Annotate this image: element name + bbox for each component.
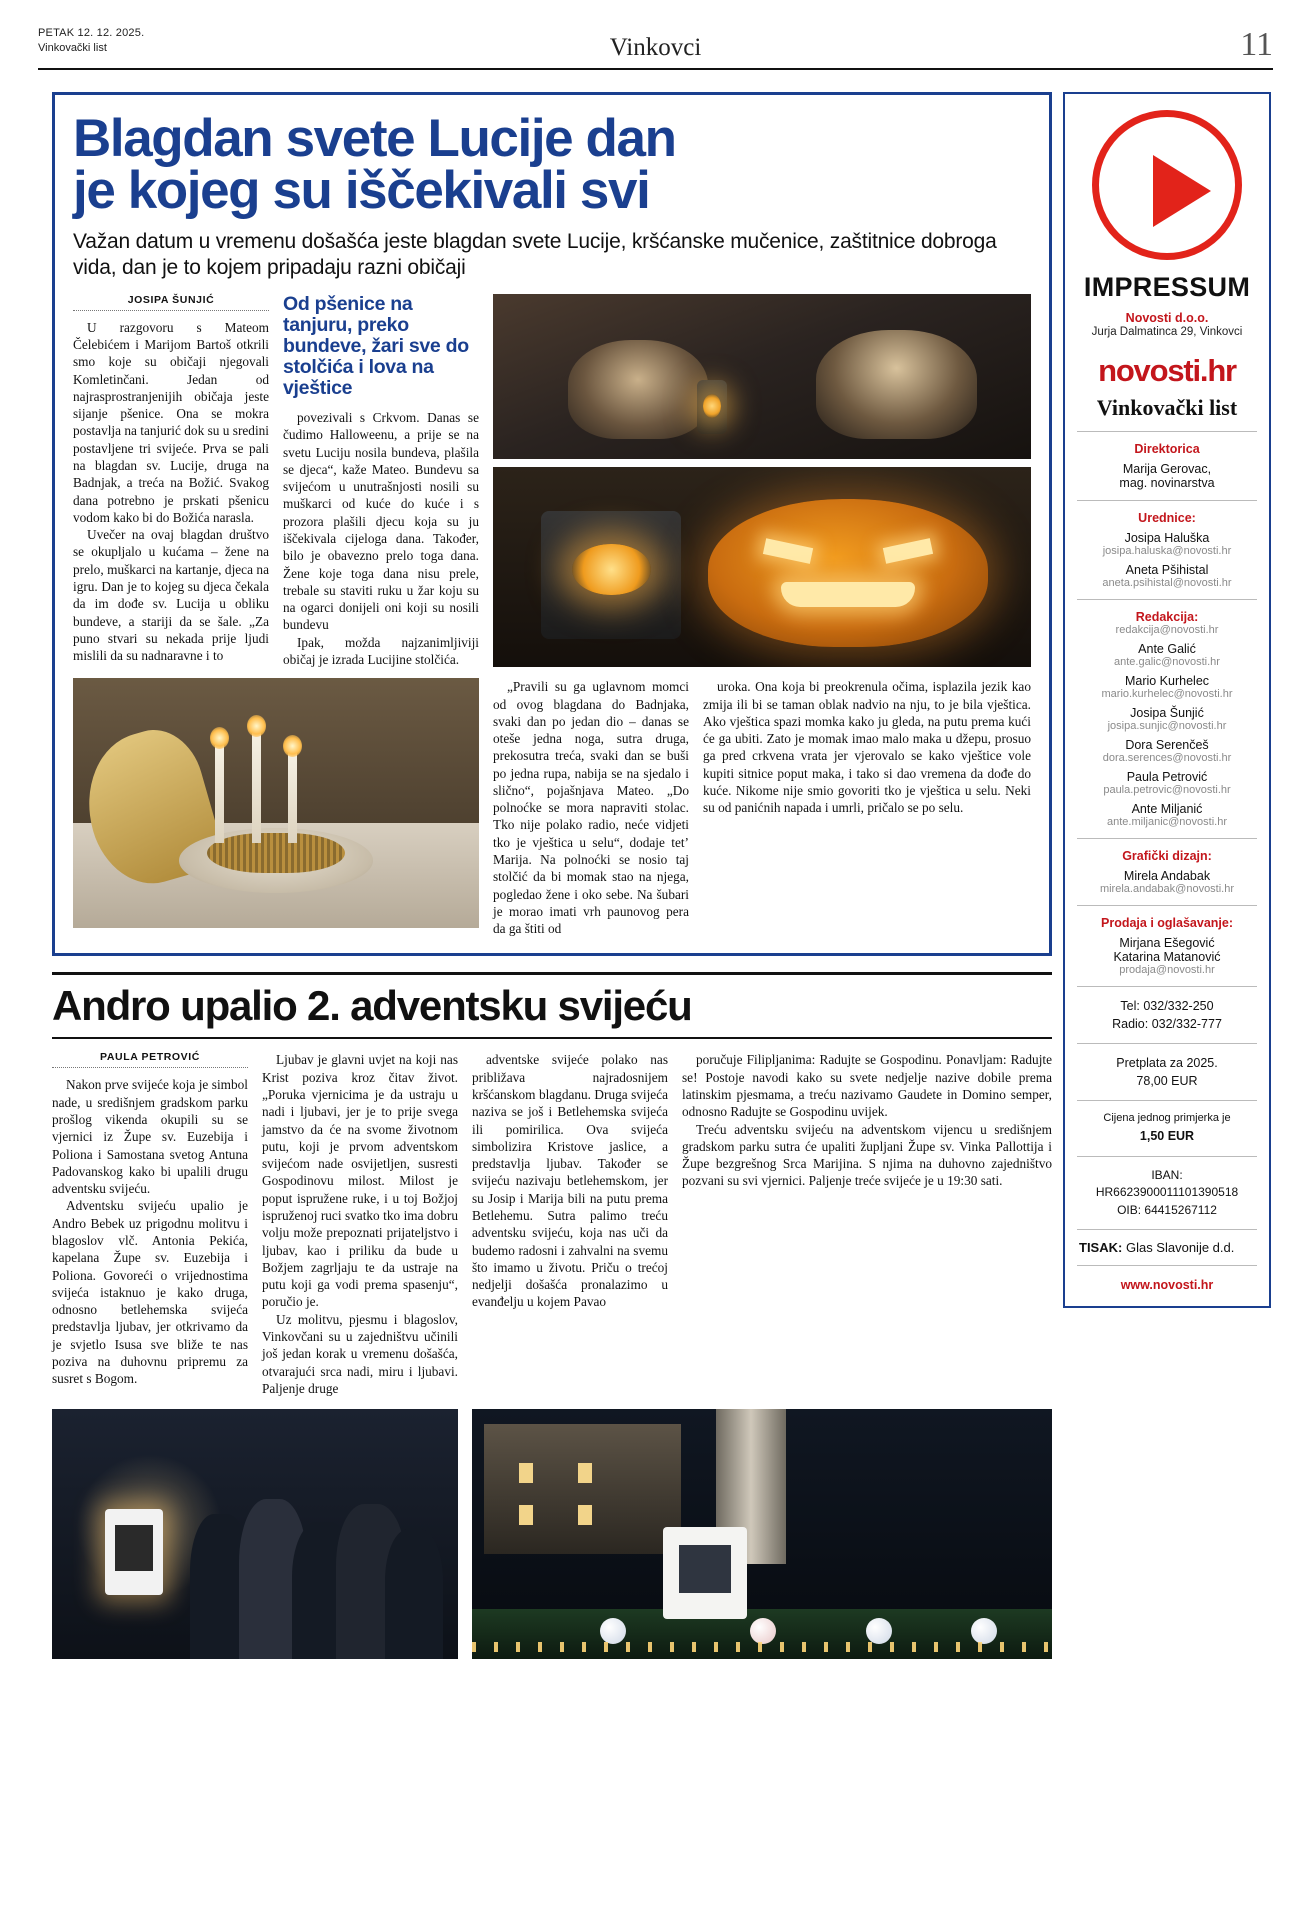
company-address: Jurja Dalmatinca 29, Vinkovci [1091, 326, 1243, 338]
story2-byline: PAULA PETROVIĆ [52, 1051, 248, 1068]
story2-col2-p1: Ljubav je glavni uvjet na koji nas Krist poziva kroz čitav život. „Poruka vjernicima je da ustraju u nadi i ljubavi, jer je to prije svega jamstvo da će na svome životnom putu, koji je prvom adventskom svijećom nade osvijetljen, susresti Gospodinovu milost. Milost je poput ispružene ruke, i u toj Božjoj ispruženoj ruci svatko tko ima dobru volju može prepoznati prijateljstvo i ljubav, kao i priliku da bude u Božjem zagrljaju te da ustraje na putu koji ga vodi prema spasenju“, poručio je. [262, 1052, 458, 1310]
copy-price-label: Cijena jednog primjerka je [1103, 1112, 1231, 1125]
story-advent [52, 972, 1052, 1659]
phone-number: Tel: 032/332-250 [1120, 998, 1214, 1013]
photo-advent-nativity [472, 1409, 1052, 1659]
story1-col3-p1: „Pravili su ga uglavnom momci od ovog blagdana do Badnjaka, svaki dan po jedan dio – danas se oteše jedna noga, sutra druga, prekosutra treća, svaki dan se buši po jedna rupa, nabija se na sjedalo i slično“, pojašnjava Mateo. „Do polnoćke se mora napraviti stolac. Tko nije polako radio, neće vidjeti tko je vještica u selu“, dodaje tet’ Marija. Na polnoćki se nosio taj stolčić da bi momak stao na njega, pogledao žene i oko sebe. Na šubari je morao imati vrh paunovog pera da ga štiti od [493, 679, 689, 937]
story1-subhead: Važan datum u vremenu došašća jeste blagdan svete Lucije, kršćanske mučenice, zaštitnice dobroga vida, dan je to kojem pripadaju razni običaji [73, 229, 997, 280]
page-header [38, 26, 1273, 70]
story1-col1-p2: Uvečer na ovaj blagdan društvo se okupljalo u kućama – žene na prelo, muškarci na kartanje, djeca na igru. Dan je to kojeg su djeca čekala da im dođe sv. Lucija u obliku bundeve, a stariji da se šale. „Za puno stvari su nekada prije ljudi mislili da su nadnaravne i to [73, 527, 269, 664]
photo-wheat-candles [73, 678, 479, 928]
prodaja-label: Prodaja i oglašavanje: [1101, 915, 1233, 930]
story1-headline [73, 109, 1031, 220]
iban-label: IBAN: [1151, 1167, 1183, 1182]
company-name: Novosti d.o.o. [1125, 311, 1209, 325]
story2-column-1 [52, 1051, 248, 1397]
dizajn-email[interactable]: mirela.andabak@novosti.hr [1099, 882, 1235, 895]
story1-headline-line2: je kojeg su iščekivali svi [73, 160, 650, 220]
redakcija-email[interactable]: ante.galic@novosti.hr [1114, 655, 1220, 668]
direktorica-title: mag. novinarstva [1119, 475, 1215, 490]
redakcija-email[interactable]: dora.serences@novosti.hr [1102, 751, 1232, 764]
page-number: 11 [1240, 26, 1273, 63]
story2-column-4 [682, 1051, 1052, 1397]
printer-value: Glas Slavonije d.d. [1125, 1240, 1235, 1256]
urednice-label: Urednice: [1138, 510, 1196, 525]
redakcija-email[interactable]: ante.miljanic@novosti.hr [1107, 815, 1227, 828]
redakcija-name: Josipa Šunjić [1130, 705, 1204, 720]
story1-columns [73, 294, 1031, 668]
radio-number: Radio: 032/332-777 [1112, 1016, 1222, 1031]
redakcija-email[interactable]: josipa.sunjic@novosti.hr [1107, 719, 1227, 732]
urednica-name: Aneta Pšihistal [1125, 562, 1209, 577]
story2-col3-p1: adventske svijeće polako nas približava najradosnijem kršćanskom blagdanu. Druga svijeća naziva se još i Betlehemska svijeća ili pomirilica. Ova svijeća simbolizira Kristove jaslice, a predstavlja ljubav. Također se svijeću nazivaju betlehemskom, jer su Josip i Marija bili na putu prema Betlehemu. Sutra palimo treću adventsku svijeću, koja nas uči da budemo radosni i zahvalni na svemu što imamo u životu. Priču o trećoj nedjelji došašća pronalazimo u evanđelju u kojem Pavao [472, 1052, 668, 1310]
story-lucija [52, 92, 1052, 956]
publication-name: Vinkovački list [38, 41, 107, 54]
story1-column-3 [493, 678, 689, 937]
section-title: Vinkovci [609, 34, 702, 61]
story1-col4-p1: uroka. Ona koja bi preokrenula očima, isplazila jezik kao zmija ili bi se taman oblak nadvio na nju, to je bila vještica. Ako vještica spazi momka kako ju gleda, na putu prema kući će ga ubiti. Zato je momak imao malo maka u džepu, prosuo ga pred crkvena vrata jer vjerovalo se kako vještice vole kupiti sitnice poput maka, i tako si dao vremena da dođe do kuće. Nikome nije smio govoriti tko je vještica u selu. Neki su od panićnih napada i umrli, pričalo se po selu. [703, 679, 1031, 816]
urednica-name: Josipa Haluška [1124, 530, 1210, 545]
iban-value: HR6623900011101390518 [1095, 1185, 1239, 1200]
story1-column-4 [703, 678, 1031, 937]
direktorica-label: Direktorica [1134, 441, 1200, 456]
oib-value: OIB: 64415267112 [1117, 1202, 1217, 1217]
story2-photos [52, 1409, 1052, 1659]
header-masthead [38, 26, 144, 56]
redakcija-name: Paula Petrović [1126, 769, 1208, 784]
story1-kicker: Od pšenice na tanjuru, preko bundeve, žari sve do stolčića i lova na vještice [283, 292, 469, 399]
impressum-title: IMPRESSUM [1083, 272, 1251, 302]
main-content [52, 92, 1052, 1659]
story2-columns [52, 1051, 1052, 1397]
story1-column-2 [283, 294, 479, 668]
redakcija-name: Mario Kurhelec [1124, 673, 1210, 688]
redakcija-email[interactable]: redakcija@novosti.hr [1115, 623, 1219, 636]
vinkovacki-list-logo: Vinkovački list [1096, 394, 1238, 420]
dizajn-name: Mirela Andabak [1123, 868, 1211, 883]
story2-col4-p1: poručuje Filipljanima: Radujte se Gospodinu. Ponavljam: Radujte se! Postoje navodi kako su svete nedjelje nazive dobile prema latinskim pjesmama, a treću nazivamo Gaudete in Domino semper, odnosno Radujte se Gospodinu uvijek. [682, 1052, 1052, 1120]
urednica-email[interactable]: josipa.haluska@novosti.hr [1102, 544, 1232, 557]
photo-pumpkin-lantern [493, 467, 1031, 667]
story2-col2-p2: Uz molitvu, pjesmu i blagoslov, Vinkovčani su u zajedništvu učinili još jedan korak u vremenu došašća, otvarajući srca nadi, miru i ljubavi. Paljenje druge [262, 1311, 458, 1396]
story2-column-2 [262, 1051, 458, 1397]
impressum-rail [1063, 92, 1271, 1308]
redakcija-name: Ante Galić [1138, 641, 1196, 656]
redakcija-name: Dora Serenčeš [1125, 737, 1209, 752]
story2-col1-p2: Adventsku svijeću upalio je Andro Bebek uz prigodnu molitvu i blagoslov vlč. Antonia Pekića, kapelana Župe sv. Euzebija i Poliona. Govoreći o vrijednostima svijeća istaknuo je kako druga, odnosno betlehemska svijeća predstavlja ljubav, jer otkrivamo da je svjetlo Isusa sve bliže te nas poziva na duhovnu pripremu za susret s Bogom. [52, 1198, 248, 1387]
redakcija-email[interactable]: mario.kurhelec@novosti.hr [1101, 687, 1233, 700]
subscription-price: 78,00 EUR [1136, 1073, 1198, 1088]
story2-column-3 [472, 1051, 668, 1397]
story1-col1-p1: U razgovoru s Mateom Čelebićem i Marijom Bartoš otkrili smo koje su običaji njegovali Komletinčani. Jedan od najrasprostranjenijih običaja jeste sijanje pšenice. Ona se mokra postavlja na tanjurić dok su u sredini postavljene tri svijeće. Prva se pali na blagdan sv. Lucije, druga na Badnjak, a treća na Božić. Svakog dana potrebno je prskati pšenicu vodom kako bi do Božića narasla. [73, 319, 269, 525]
story1-photo-column [493, 294, 1031, 668]
story1-col2-p2: Ipak, možda najzanimljiviji običaj je izrada Lucijine stolčića. [283, 634, 479, 667]
photo-women-spinning [493, 294, 1031, 459]
redakcija-name: Ante Miljanić [1131, 801, 1203, 816]
issue-date: PETAK 12. 12. 2025. [38, 27, 145, 39]
printer-line [1075, 1240, 1259, 1255]
story1-photo-candles-wrap [73, 678, 479, 928]
redakcija-email[interactable]: paula.petrovic@novosti.hr [1103, 783, 1231, 796]
redakcija-label: Redakcija: [1135, 609, 1199, 624]
subscription-label: Pretplata za 2025. [1116, 1055, 1218, 1070]
direktorica-name: Marija Gerovac, [1122, 461, 1212, 476]
story1-col2-p1: povezivali s Crkvom. Danas se čudimo Halloweenu, a prije se na svetu Luciju nosila bundeva, plašila se djeca“, kaže Mateo. Bundevu sa svijećom u unutrašnjosti nosili su muškarci od kuće do kuće i s prozora plašili djecu koja su ju iščekivala cijeloga dana. Također, bilo je obavezno prelo toga dana. Žene koje toga dana nisu prele, trebale su staviti ruku u žar koju su na ogarci donijeli oni koji su nosili bundevu [283, 410, 479, 633]
prodaja-name: Mirjana Ešegović [1119, 935, 1215, 950]
dizajn-label: Grafički dizajn: [1122, 848, 1212, 863]
prodaja-email[interactable]: prodaja@novosti.hr [1119, 963, 1215, 976]
website-link[interactable]: www.novosti.hr [1120, 1278, 1214, 1293]
prodaja-name: Katarina Matanović [1113, 949, 1221, 964]
printer-label: TISAK: [1079, 1240, 1123, 1256]
story1-byline: JOSIPA ŠUNJIĆ [73, 294, 269, 311]
story1-column-1 [73, 294, 269, 668]
novosti-logo[interactable]: novosti.hr [1098, 352, 1236, 388]
urednica-email[interactable]: aneta.psihistal@novosti.hr [1102, 576, 1232, 589]
story1-headline-line1: Blagdan svete Lucije dan [73, 109, 676, 168]
photo-advent-crowd [52, 1409, 458, 1659]
story2-headline: Andro upalio 2. adventsku svijeću [52, 985, 1052, 1039]
story2-col4-p2: Treću adventsku svijeću na adventskom vijencu u središnjem gradskom parku sutra će upaliti župljani Župe sv. Vinka Pallottija i Župe bezgrešnog Srca Marijina. S njima na duhovno zajedništvo pozvani su svi vjernici. Paljenje treće svijeće je u 19:30 sati. [682, 1121, 1052, 1189]
story2-col1-p1: Nakon prve svijeće koja je simbol nade, u središnjem gradskom parku prošlog vikenda okupili su se vjernici iz Župe sv. Euzebija i Poliona i Samostana svetog Antuna Padovanskog kako bi upalili drugu adventsku svijeću. [52, 1077, 248, 1197]
copy-price-value: 1,50 EUR [1139, 1128, 1195, 1143]
play-icon[interactable] [1092, 110, 1242, 260]
